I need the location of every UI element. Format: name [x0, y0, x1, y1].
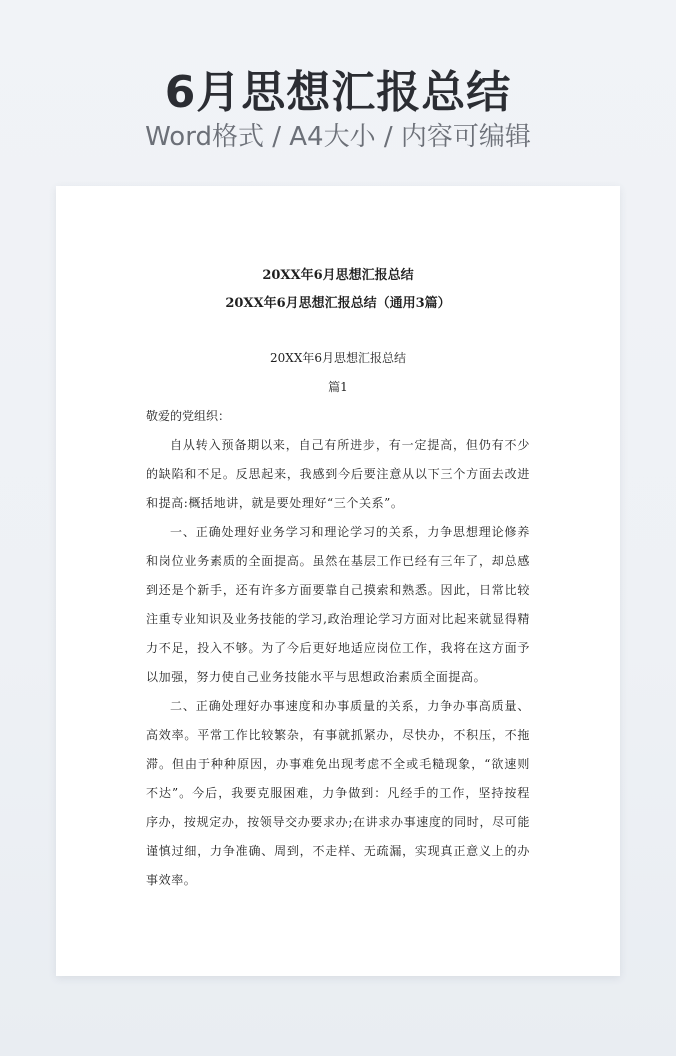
paragraph-1: 自从转入预备期以来，自己有所进步，有一定提高，但仍有不少的缺陷和不足。反思起来，我感到今后要注意从以下三个方面去改进和提高:概括地讲，就是要处理好“三个关系”。 — [146, 438, 530, 510]
paragraph-3: 二、正确处理好办事速度和办事质量的关系，力争办事高质量、高效率。平常工作比较繁杂，有事就抓紧办，尽快办，不积压，不拖滞。但由于种种原因，办事难免出现考虑不全或毛糙现象，“欲速则不达”。今后，我要克服困难，力争做到：凡经手的工作，坚持按程序办，按规定办，按领导交办要求办;在讲求办事速度的同时，尽可能谨慎过细，力争准确、周到，不走样、无疏漏，实现真正意义上的办事效率。 — [146, 699, 530, 887]
document-title: 20XX年6月思想汇报总结 — [262, 268, 414, 283]
document-page — [56, 186, 620, 976]
paragraph-2: 一、正确处理好业务学习和理论学习的关系，力争思想理论修养和岗位业务素质的全面提高。虽然在基层工作已经有三年了，却总感到还是个新手，还有许多方面要靠自己摸索和熟悉。因此，日常比较注重专业知识及业务技能的学习,政治理论学习方面对比起来就显得精力不足，投入不够。为了今后更好地适应岗位工作，我将在这方面予以加强，努力使自己业务技能水平与思想政治素质全面提高。 — [146, 525, 530, 684]
banner — [0, 0, 676, 186]
section-number: 篇1 — [328, 380, 348, 394]
section-title: 20XX年6月思想汇报总结 — [270, 351, 406, 365]
banner-subtitle: Word格式 / A4大小 / 内容可编辑 — [145, 122, 531, 152]
banner-title: 6月思想汇报总结 — [164, 67, 512, 118]
salutation: 敬爱的党组织： — [146, 409, 231, 423]
document-body — [146, 262, 530, 895]
document-subtitle: 20XX年6月思想汇报总结（通用3篇） — [225, 296, 451, 311]
